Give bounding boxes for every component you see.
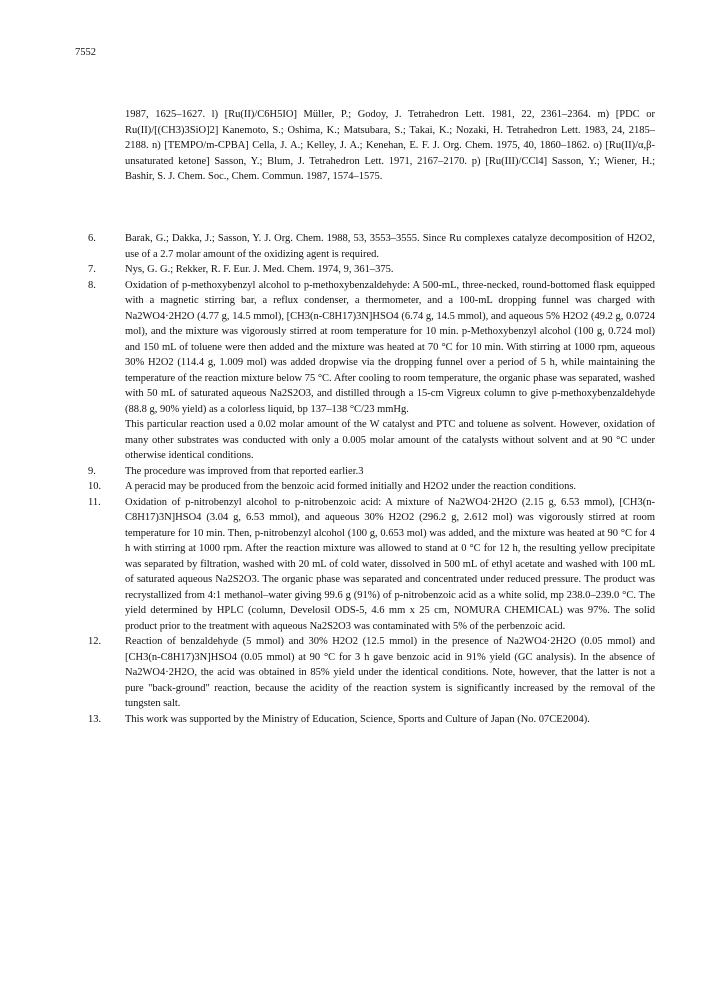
- note-text: Barak, G.; Dakka, J.; Sasson, Y. J. Org. Chem. 1988, 53, 3553–3555. Since Ru complexes catalyze decomposition of H2O2, use of a 2.7 molar amount of the oxidizing agent is required.: [125, 233, 655, 260]
- note-extra-text: This particular reaction used a 0.02 molar amount of the W catalyst and PTC and toluene as solvent. However, oxidation of many other substrates was conducted with only a 0.005 molar amount of the catalysts without solvent and at 90 °C under otherwise identical conditions.: [125, 419, 655, 461]
- note-10: [88, 479, 655, 495]
- note-number: 8.: [88, 279, 96, 291]
- note-number: 10.: [88, 481, 102, 492]
- note-number: 11.: [88, 496, 101, 508]
- notes-list: [88, 231, 655, 727]
- note-9: [88, 464, 655, 480]
- note-11: [88, 495, 655, 635]
- note-number: 9.: [88, 465, 96, 477]
- note-6: [88, 231, 655, 262]
- note-text: Nys, G. G.; Rekker, R. F. Eur. J. Med. Chem. 1974, 9, 361–375.: [125, 264, 394, 275]
- note-number: 7.: [88, 264, 96, 275]
- note-number: 6.: [88, 233, 96, 244]
- note-12: [88, 634, 655, 712]
- reference-continuation: 1987, 1625–1627. l) [Ru(II)/C6H5IO] Müller, P.; Godoy, J. Tetrahedron Lett. 1981, 22, 2361–2364. m) [PDC or Ru(II)/[(CH3)3SiO]2] Kanemoto, S.; Oshima, K.; Matsubara, S.; Takai, K.; Nozaki, H. Tetrahedron Lett. 1983, 24, 2185–2188. n) [TEMPO/m-CPBA] Cella, J. A.; Kelley, J. A.; Kenehan, E. F. J. Org. Chem. 1975, 40, 1860–1862. o) [Ru(II)/α,β-unsaturated ketone] Sasson, Y.; Blum, J. Tetrahedron Lett. 1971, 2167–2170. p) [Ru(III)/CCl4] Sasson, Y.; Wiener, H.; Bashir, S. J. Chem. Soc., Chem. Commun. 1987, 1574–1575.: [125, 109, 655, 182]
- note-text: This work was supported by the Ministry of Education, Science, Sports and Culture of Japan (No. 07CE2004).: [125, 713, 590, 725]
- page-number: 7552: [75, 47, 96, 58]
- note-number: 12.: [88, 636, 102, 647]
- note-7: [88, 262, 655, 278]
- note-text: The procedure was improved from that reported earlier.3: [125, 465, 364, 477]
- note-8: [88, 278, 655, 464]
- note-text: Reaction of benzaldehyde (5 mmol) and 30% H2O2 (12.5 mmol) in the presence of Na2WO4·2H2O (0.05 mmol) and [CH3(n-C8H17)3N]HSO4 (0.05 mmol) at 90 °C for 3 h gave benzoic acid in 91% yield (GC analysis). In the absence of Na2WO4·2H2O, the acid was obtained in 85% yield under the identical conditions. Note, however, that the latter is not a pure "back-ground" reaction, because the acidity of the reaction system is significantly increased by the removal of the tungsten salt.: [125, 636, 655, 709]
- note-number: 13.: [88, 713, 102, 725]
- note-text: Oxidation of p-methoxybenzyl alcohol to p-methoxybenzaldehyde: A 500-mL, three-necked, round-bottomed flask equipped with a magnetic stirring bar, a reflux condenser, a thermometer, and a 100-mL dropping funnel was charged with Na2WO4·2H2O (4.77 g, 14.5 mmol), [CH3(n-C8H17)3N]HSO4 (6.74 g, 14.5 mmol), and aqueous 5% H2O2 (49.2 g, 0.0724 mol), and the mixture was vigorously stirred at room temperature for 10 min. p-Methoxybenzyl alcohol (100 g, 0.724 mol) and 150 mL of toluene were then added and the mixture was heated at 70 °C for 10 min. With stirring at 1000 rpm, aqueous 30% H2O2 (114.4 g, 1.009 mol) was added dropwise via the dropping funnel over a period of 5 h, while maintaining the temperature of the reaction mixture below 75 °C. After cooling to room temperature, the organic phase was separated, washed with 50 mL of saturated aqueous Na2S2O3, and distilled through a 15-cm Vigreux column to give p-methoxybenzaldehyde (88.8 g, 90% yield) as a colorless liquid, bp 137–138 °C/23 mmHg.: [125, 279, 655, 415]
- note-text: A peracid may be produced from the benzoic acid formed initially and H2O2 under the reaction conditions.: [125, 481, 577, 492]
- note-text: Oxidation of p-nitrobenzyl alcohol to p-nitrobenzoic acid: A mixture of Na2WO4·2H2O (2.15 g, 6.53 mmol), [CH3(n-C8H17)3N]HSO4 (3.04 g, 6.53 mmol), and aqueous 30% H2O2 (296.2 g, 2.612 mol) was vigorously stirred at room temperature for 10 min. Then, p-nitrobenzyl alcohol (100 g, 0.653 mol) was added, and the mixture was heated at 90 °C for 4 h with stirring at 1000 rpm. After the reaction mixture was allowed to stand at 0 °C for 12 h, the resulting yellow precipitate was separated by filtration, washed with 20 mL of cold water, dissolved in 500 mL of ethyl acetate and washed with 100 mL of saturated aqueous Na2S2O3. The organic phase was separated and concentrated under reduced pressure. The product was recrystallized from 4:1 methanol–water giving 99.6 g (91%) of p-nitrobenzoic acid as a white solid, mp 238.0–239.0 °C. The yield determined by HPLC (column, Develosil ODS-5, 4.6 mm x 25 cm, NOMURA CHEMICAL) was 97%. The solid product prior to the treatment with aqueous Na2S2O3 was contaminated with 5% of the perbenzoic acid.: [125, 496, 655, 632]
- note-13: [88, 712, 655, 728]
